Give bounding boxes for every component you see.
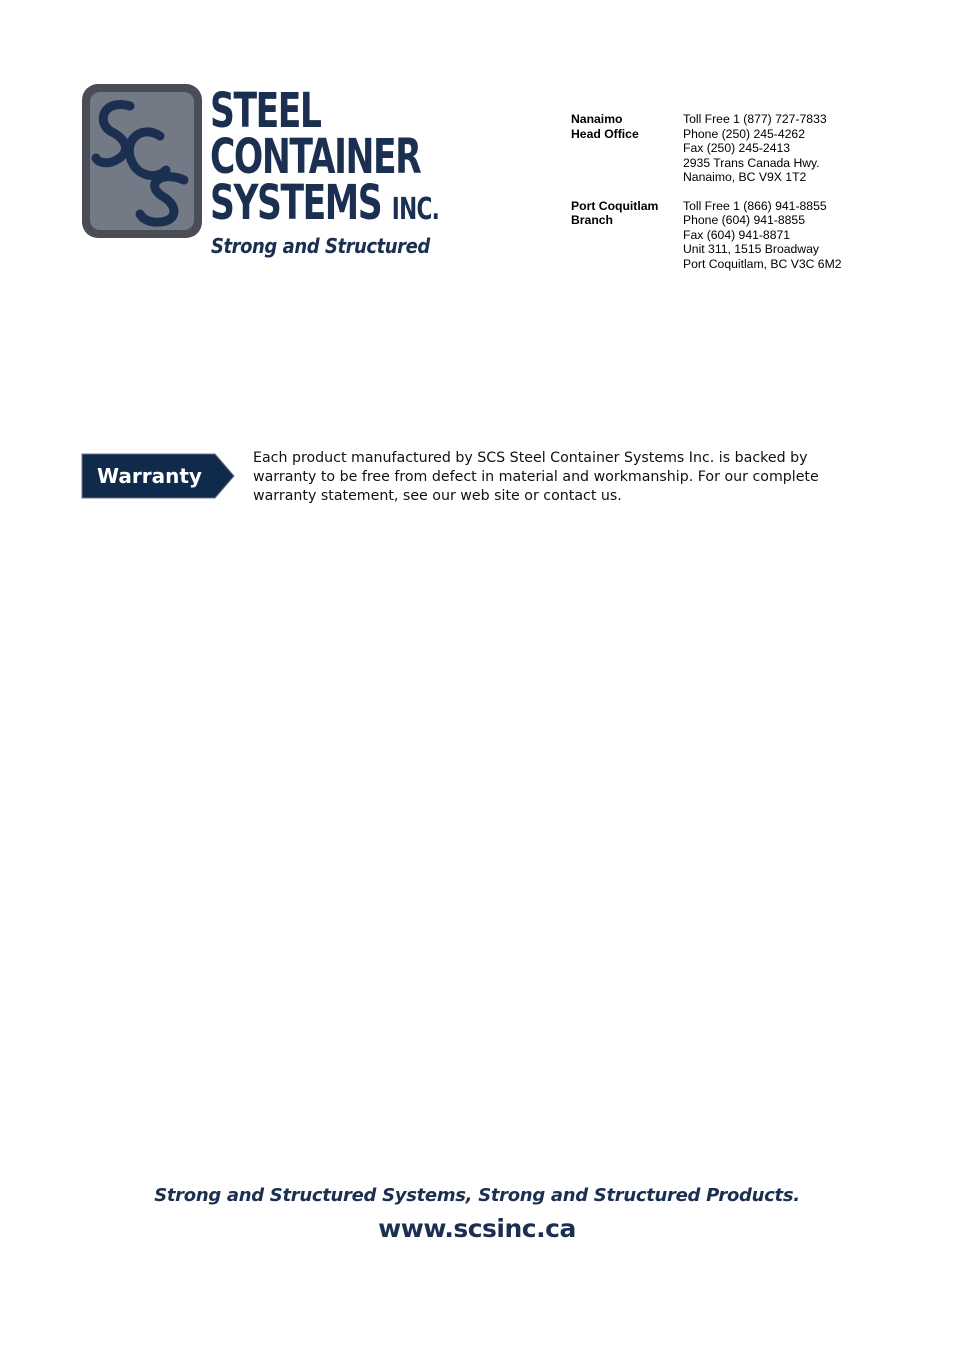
logo-word-container: CONTAINER (210, 129, 421, 185)
toll-free-number: Toll Free 1 (877) 727-7833 (683, 112, 827, 126)
toll-free-number: Toll Free 1 (866) 941-8855 (683, 198, 827, 213)
contact-block (571, 112, 901, 285)
office-name-line: Nanaimo (571, 112, 623, 126)
office-details (683, 199, 842, 272)
logo-word-systems: SYSTEMS (210, 175, 382, 231)
office-details (683, 112, 827, 185)
street-address: Unit 311, 1515 Broadway (683, 242, 819, 256)
phone-number: Phone (250) 245-4262 (683, 126, 805, 141)
company-logo (82, 84, 462, 264)
logo-wordmark (210, 83, 470, 233)
city-postal: Nanaimo, BC V9X 1T2 (683, 170, 807, 184)
office-name-line: Branch (571, 213, 613, 227)
logo-word-systems-line (210, 175, 440, 233)
fax-number: Fax (250) 245-2413 (683, 141, 791, 155)
street-address: 2935 Trans Canada Hwy. (683, 155, 820, 170)
office-nanaimo (571, 112, 901, 185)
scs-monogram-icon (82, 84, 202, 238)
office-port-coquitlam (571, 199, 901, 272)
city-postal: Port Coquitlam, BC V3C 6M2 (683, 256, 842, 271)
logo-tagline: Strong and Structured (211, 234, 430, 258)
warranty-label: Warranty (97, 464, 202, 488)
office-name (571, 112, 683, 185)
fax-number: Fax (604) 941-8871 (683, 227, 791, 242)
logo-word-inc: INC. (391, 192, 440, 227)
footer-slogan: Strong and Structured Systems, Strong and Structured Products. (154, 1185, 800, 1206)
office-name-line: Port Coquitlam (571, 198, 659, 213)
logo-word-steel: STEEL (210, 83, 321, 139)
warranty-statement: Each product manufactured by SCS Steel Container Systems Inc. is backed by warranty to be free from defect in material and workmanship. For our complete warranty statement, see our web site or contact us. (253, 450, 819, 504)
office-name-line: Head Office (571, 126, 639, 141)
website-link[interactable]: www.scsinc.ca (378, 1214, 576, 1243)
phone-number: Phone (604) 941-8855 (683, 213, 805, 227)
office-name (571, 199, 683, 272)
warranty-tag (81, 453, 236, 499)
